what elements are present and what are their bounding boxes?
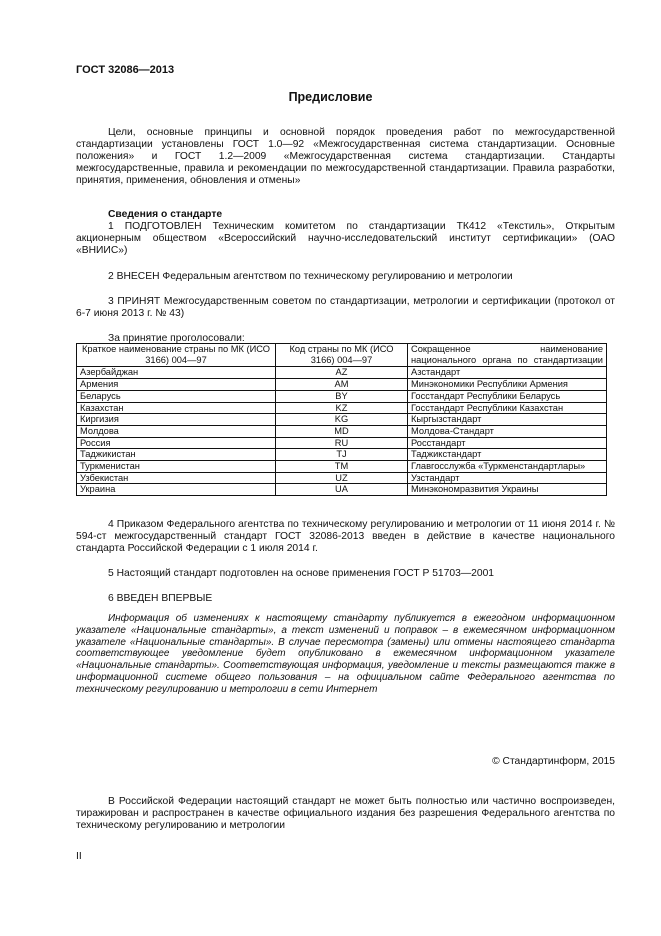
country-cell: Узбекистан — [77, 472, 276, 484]
country-cell: Киргизия — [77, 414, 276, 426]
table-row — [77, 425, 607, 437]
table-row — [77, 461, 607, 473]
body-cell: Таджикстандарт — [408, 449, 607, 461]
voting-table — [76, 343, 607, 496]
table-row — [77, 449, 607, 461]
body-cell: Главгосслужба «Туркменстандартлары» — [408, 461, 607, 473]
info-heading: Сведения о стандарте — [108, 209, 223, 220]
page-title: Предисловие — [288, 90, 373, 104]
copyright-line: © Стандартинформ, 2015 — [492, 756, 615, 767]
intro-paragraph: Цели, основные принципы и основной порядок проведения работ по межгосударственной стандартизации установлены ГОСТ 1.0—92 «Межгосударственная система стандартизации. Основные положения» и ГОСТ 1.2—2009 «Межгосударственная система стандартизации. Стандарты межгосударственные, правила и рекомендации по межгосударственной стандартизации. Правила разработки, принятия, применения, обновления и отмены» — [76, 127, 615, 186]
code-cell: MD — [276, 425, 408, 437]
code-cell: AM — [276, 379, 408, 391]
code-cell: TM — [276, 461, 408, 473]
table-header-country: Краткое наименование страны по МК (ИСО 3166) 004—97 — [77, 344, 276, 367]
item-2-paragraph: 2 ВНЕСЕН Федеральным агентством по техническому регулированию и метрологии — [108, 271, 513, 282]
code-cell: UA — [276, 484, 408, 496]
body-cell: Росстандарт — [408, 437, 607, 449]
country-cell: Армения — [77, 379, 276, 391]
country-cell: Азербайджан — [77, 367, 276, 379]
item-1-paragraph: 1 ПОДГОТОВЛЕН Техническим комитетом по стандартизации ТК412 «Текстиль», Открытым акционерным обществом «Всероссийский научно-исследовательский институт сертификации» (ОАО «ВНИИС») — [76, 221, 615, 256]
item-5-paragraph: 5 Настоящий стандарт подготовлен на основе применения ГОСТ Р 51703—2001 — [108, 568, 495, 579]
table-row — [77, 414, 607, 426]
table-row — [77, 472, 607, 484]
country-cell: Молдова — [77, 425, 276, 437]
country-cell: Казахстан — [77, 402, 276, 414]
body-cell: Минэкономразвития Украины — [408, 484, 607, 496]
vote-caption: За принятие проголосовали: — [108, 333, 245, 344]
page-number: II — [76, 851, 82, 862]
standard-code-header: ГОСТ 32086—2013 — [76, 64, 175, 76]
table-row — [77, 437, 607, 449]
body-cell: Госстандарт Республики Казахстан — [408, 402, 607, 414]
body-cell: Азстандарт — [408, 367, 607, 379]
body-cell: Госстандарт Республики Беларусь — [408, 390, 607, 402]
code-cell: RU — [276, 437, 408, 449]
body-cell: Узстандарт — [408, 472, 607, 484]
body-cell: Минэкономики Республики Армения — [408, 379, 607, 391]
country-cell: Украина — [77, 484, 276, 496]
table-header-code: Код страны по МК (ИСО 3166) 004—97 — [276, 344, 408, 367]
body-cell: Кыргызстандарт — [408, 414, 607, 426]
item-4-paragraph: 4 Приказом Федерального агентства по техническому регулированию и метрологии от 11 июня 2014 г. № 594-ст межгосударственный стандарт ГОСТ 32086-2013 введен в действие в качестве национального стандарта Российской Федерации с 1 июля 2014 г. — [76, 519, 615, 554]
country-cell: Беларусь — [77, 390, 276, 402]
country-cell: Таджикистан — [77, 449, 276, 461]
table-header-row — [77, 344, 607, 367]
code-cell: KG — [276, 414, 408, 426]
code-cell: UZ — [276, 472, 408, 484]
item-6-paragraph: 6 ВВЕДЕН ВПЕРВЫЕ — [108, 593, 213, 604]
code-cell: AZ — [276, 367, 408, 379]
body-cell: Молдова-Стандарт — [408, 425, 607, 437]
table-header-body: Сокращенное наименование национального органа по стандартизации — [408, 344, 607, 367]
code-cell: KZ — [276, 402, 408, 414]
table-row — [77, 367, 607, 379]
table-row — [77, 402, 607, 414]
country-cell: Россия — [77, 437, 276, 449]
code-cell: BY — [276, 390, 408, 402]
country-cell: Туркменистан — [77, 461, 276, 473]
changes-notice: Информация об изменениях к настоящему стандарту публикуется в ежегодном информационном указателе «Национальные стандарты», а текст изменений и поправок – в ежемесячном информационном указателе «Национальные стандарты». В случае пересмотра (замены) или отмены настоящего стандарта соответствующее уведомление будет опубликовано в ежемесячном информационном указателе «Национальные стандарты». Соответствующая информация, уведомление и тексты размещаются также в информационной системе общего пользования – на официальном сайте Федерального агентства по техническому регулированию и метрологии в сети Интернет — [76, 613, 615, 695]
rights-paragraph: В Российской Федерации настоящий стандарт не может быть полностью или частично воспроизведен, тиражирован и распространен в качестве официального издания без разрешения Федерального агентства по техническому регулированию и метрологии — [76, 796, 615, 831]
table-row — [77, 390, 607, 402]
table-row — [77, 379, 607, 391]
code-cell: TJ — [276, 449, 408, 461]
item-3-paragraph: 3 ПРИНЯТ Межгосударственным советом по стандартизации, метрологии и сертификации (протокол от 6-7 июня 2013 г. № 43) — [76, 296, 615, 319]
table-row — [77, 484, 607, 496]
